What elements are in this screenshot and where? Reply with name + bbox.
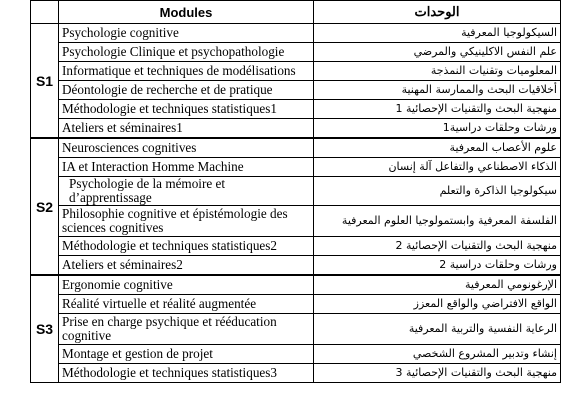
modules-table (30, 0, 561, 383)
table-row (31, 177, 561, 206)
table-header-row (31, 1, 561, 24)
module-fr: Ergonomie cognitive (59, 275, 314, 295)
module-fr: Philosophie cognitive et épistémologie des sciences cognitives (59, 206, 314, 237)
module-ar: سيكولوجيا الذاكرة والتعلم (314, 177, 561, 206)
module-ar: الفلسفة المعرفية وابستمولوجيا العلوم المعرفية (314, 206, 561, 237)
module-fr: IA et Interaction Homme Machine (59, 158, 314, 177)
table-row (31, 81, 561, 100)
module-fr: Réalité virtuelle et réalité augmentée (59, 295, 314, 314)
table-row (31, 345, 561, 364)
module-ar: إنشاء وتدبير المشروع الشخصي (314, 345, 561, 364)
module-fr: Psychologie de la mémoire et d’apprentissage (59, 177, 314, 206)
module-fr: Méthodologie et techniques statistiques1 (59, 100, 314, 119)
module-ar: منهجية البحث والتقنيات الإحصائية 3 (314, 364, 561, 383)
module-fr: Prise en charge psychique et rééducation cognitive (59, 314, 314, 345)
table-row (31, 119, 561, 139)
module-ar: ورشات وحلقات دراسية 2 (314, 256, 561, 276)
table-row (31, 24, 561, 43)
table-row (31, 256, 561, 276)
module-fr: Ateliers et séminaires1 (59, 119, 314, 139)
table-row (31, 62, 561, 81)
module-fr: Informatique et techniques de modélisations (59, 62, 314, 81)
table-row (31, 158, 561, 177)
module-fr: Méthodologie et techniques statistiques2 (59, 237, 314, 256)
module-ar: أخلاقيات البحث والممارسة المهنية (314, 81, 561, 100)
module-ar: الواقع الافتراضي والواقع المعزز (314, 295, 561, 314)
table-row (31, 100, 561, 119)
table-row (31, 206, 561, 237)
module-ar: ورشات وحلقات دراسية1 (314, 119, 561, 139)
module-ar: علم النفس الاكلينيكي والمرضي (314, 43, 561, 62)
module-ar: السيكولوجيا المعرفية (314, 24, 561, 43)
semester-label-s2: S2 (31, 138, 59, 275)
module-ar: الإرغونومي المعرفية (314, 275, 561, 295)
semester-header-cell (31, 1, 59, 24)
modules-header-fr: Modules (59, 1, 314, 24)
module-fr: Neurosciences cognitives (59, 138, 314, 158)
module-ar: علوم الأعصاب المعرفية (314, 138, 561, 158)
semester-label-s3: S3 (31, 275, 59, 383)
module-fr: Ateliers et séminaires2 (59, 256, 314, 276)
table-row (31, 275, 561, 295)
module-fr: Déontologie de recherche et de pratique (59, 81, 314, 100)
table-row (31, 314, 561, 345)
table-row (31, 364, 561, 383)
semester-label-s1: S1 (31, 24, 59, 139)
module-fr: Méthodologie et techniques statistiques3 (59, 364, 314, 383)
module-fr: Montage et gestion de projet (59, 345, 314, 364)
module-ar: الرعاية النفسية والتربية المعرفية (314, 314, 561, 345)
table-row (31, 295, 561, 314)
table-row (31, 43, 561, 62)
module-ar: الذكاء الاصطناعي والتفاعل آلة إنسان (314, 158, 561, 177)
table-row (31, 138, 561, 158)
module-ar: المعلوميات وتقنيات النمذجة (314, 62, 561, 81)
module-fr: Psychologie Clinique et psychopathologie (59, 43, 314, 62)
module-fr: Psychologie cognitive (59, 24, 314, 43)
module-ar: منهجية البحث والتقنيات الإحصائية 1 (314, 100, 561, 119)
module-ar: منهجية البحث والتقنيات الإحصائية 2 (314, 237, 561, 256)
table-row (31, 237, 561, 256)
modules-header-ar: الوحدات (314, 1, 561, 24)
